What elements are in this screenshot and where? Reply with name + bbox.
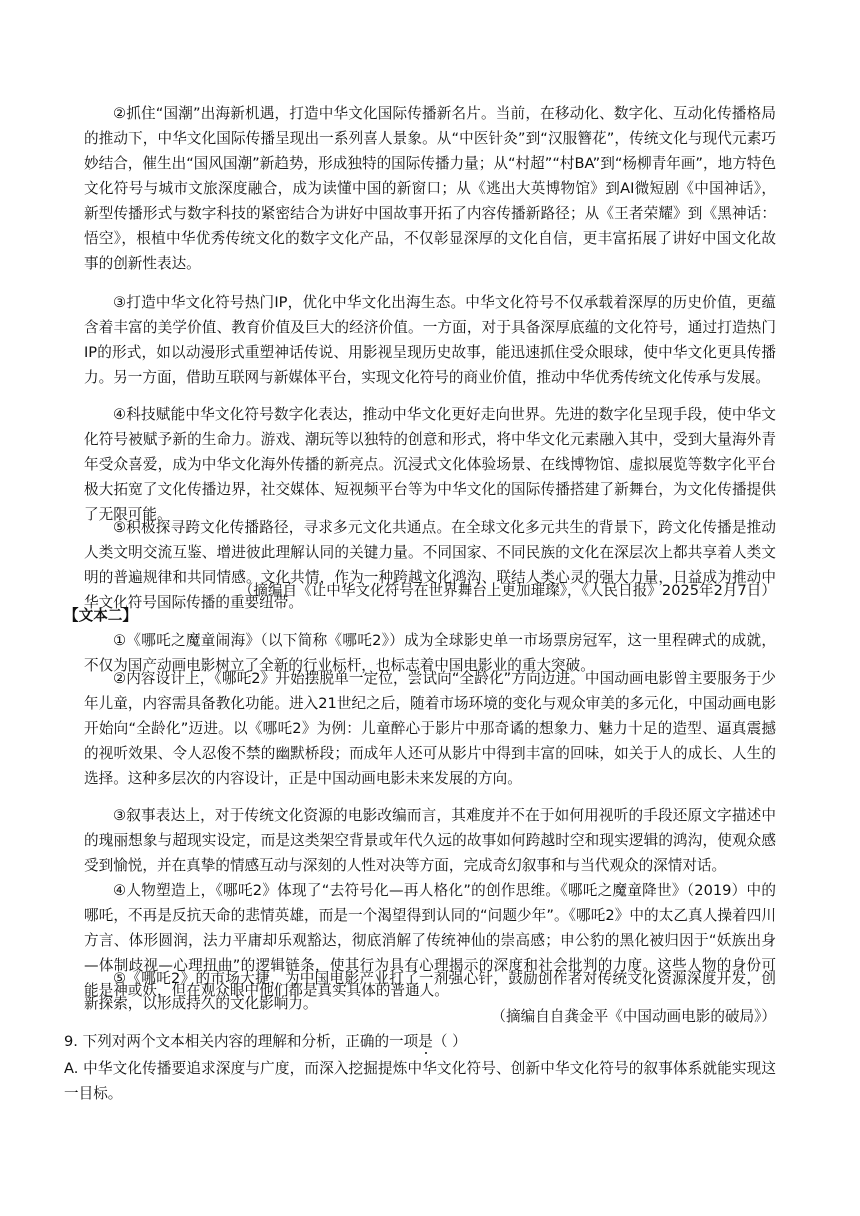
text2-paragraph-1: ①《哪吒之魔童闹海》（以下简称《哪吒2》）成为全球影史单一市场票房冠军，这一里程碑式的成就，不仅为国产动画电影树立了全新的行业标杆，也标志着中国电影业的重大突破。 — [84, 632, 776, 674]
question-9-emphasis: 是 — [418, 1033, 433, 1050]
question-9-prefix: 9. 下列对两个文本相关内容的理解和分析，正确的一项 — [64, 1033, 419, 1050]
text2-paragraph-4: ④人物塑造上，《哪吒2》体现了“去符号化—再人格化”的创作思维。《哪吒之魔童降世》（2019）中的哪吒，不再是反抗天命的悲情英雄，而是一个渴望得到认同的“问题少年”。《哪吒2》中的太乙真人操着四川方言、体形圆润，法力平庸却乐观豁达，彻底消解了传统神仙的崇高感；申公豹的黑化被归因于“妖族出身—体制歧视—心理扭曲”的逻辑链条，使其行为具有心理揭示的深度和社会批判的力度。这些人物的身份可能是神或妖，但在观众眼中他们都是真实具体的普通人。 — [84, 882, 776, 999]
text2-source: （摘编自自龚金平《中国动画电影的破局》） — [491, 1008, 776, 1025]
text2-paragraph-2: ②内容设计上，《哪吒2》开始摆脱单一定位，尝试向“全龄化”方向迈进。中国动画电影曾主要服务于少年儿童，内容需具备教化功能。进入21世纪之后，随着市场环境的变化与观众审美的多元化，中国动画电影开始向“全龄化”迈进。以《哪吒2》为例：儿童醉心于影片中那奇谲的想象力、魅力十足的造型、逼真震撼的视听效果、令人忍俊不禁的幽默桥段；而成年人还可从影片中得到丰富的回味，如关于人的成长、人生的选择。这种多层次的内容设计，正是中国动画电影未来发展的方向。 — [84, 670, 776, 787]
text1-paragraph-2: ②抓住“国潮”出海新机遇，打造中华文化国际传播新名片。当前，在移动化、数字化、互动化传播格局的推动下，中华文化国际传播呈现出一系列喜人景象。从“中医针灸”到“汉服簪花”，传统文化与现代元素巧妙结合，催生出“国风国潮”新趋势，形成独特的国际传播力量；从“村超”“村BA”到“杨柳青年画”，地方特色文化符号与城市文旅深度融合，成为读懂中国的新窗口；从《逃出大英博物馆》到AI微短剧《中国神话》，新型传播形式与数字科技的紧密结合为讲好中国故事开拓了内容传播新路径；从《王者荣耀》到《黑神话：悟空》，根植中华优秀传统文化的数字文化产品，不仅彰显深厚的文化自信，更丰富拓展了讲好中国文化故事的创新性表达。 — [84, 105, 776, 272]
text2-paragraph-3: ③叙事表达上，对于传统文化资源的电影改编而言，其难度并不在于如何用视听的手段还原文字描述中的瑰丽想象与超现实设定，而是这类架空背景或年代久远的故事如何跨越时空和现实逻辑的鸿沟，使观众感受到愉悦，并在真挚的情感互动与深刻的人性对决等方面，完成奇幻叙事和与当代观众的深情对话。 — [84, 807, 776, 874]
text1-source: （摘编自《让中华文化符号在世界舞台上更加璀璨》，《人民日报》2025年2月7日） — [238, 582, 776, 599]
text2-header: 【文本二】 — [64, 607, 137, 624]
option-a: A. 中华文化传播要追求深度与广度，而深入挖掘提炼中华文化符号、创新中华文化符号的叙事体系就能实现这一目标。 — [64, 1060, 776, 1102]
text1-paragraph-3: ③打造中华文化符号热门IP，优化中华文化出海生态。中华文化符号不仅承载着深厚的历史价值，更蕴含着丰富的美学价值、教育价值及巨大的经济价值。一方面，对于具备深厚底蕴的文化符号，通过打造热门IP的形式，如以动漫形式重塑神话传说、用影视呈现历史故事，能迅速抓住受众眼球，使中华文化更具传播力。另一方面，借助互联网与新媒体平台，实现文化符号的商业价值，推动中华优秀传统文化传承与发展。 — [84, 294, 776, 386]
question-9 — [64, 1029, 776, 1054]
text1-paragraph-5: ⑤积极探寻跨文化传播路径，寻求多元文化共通点。在全球文化多元共生的背景下，跨文化传播是推动人类文明交流互鉴、增进彼此理解认同的关键力量。不同国家、不同民族的文化在深层次上都共享着人类文明的普遍规律和共同情感。文化共情，作为一种跨越文化鸿沟、联结人类心灵的强大力量，日益成为推动中华文化符号国际传播的重要纽带。 — [84, 519, 776, 611]
text1-paragraph-4: ④科技赋能中华文化符号数字化表达，推动中华文化更好走向世界。先进的数字化呈现手段，使中华文化符号被赋予新的生命力。游戏、潮玩等以独特的创意和形式，将中华文化元素融入其中，受到大量海外青年受众喜爱，成为中华文化海外传播的新亮点。沉浸式文化体验场景、在线博物馆、虚拟展览等数字化平台极大拓宽了文化传播边界，社交媒体、短视频平台等为中华文化的国际传播搭建了新舞台，为文化传播提供了无限可能。 — [84, 406, 776, 523]
text2-paragraph-5: ⑤《哪吒2》的市场大捷，为中国电影产业打了一剂强心针，鼓励创作者对传统文化资源深度开发，创新探索，以形成持久的文化影响力。 — [84, 970, 776, 1012]
question-9-answer-blank: （ ） — [432, 1033, 467, 1050]
